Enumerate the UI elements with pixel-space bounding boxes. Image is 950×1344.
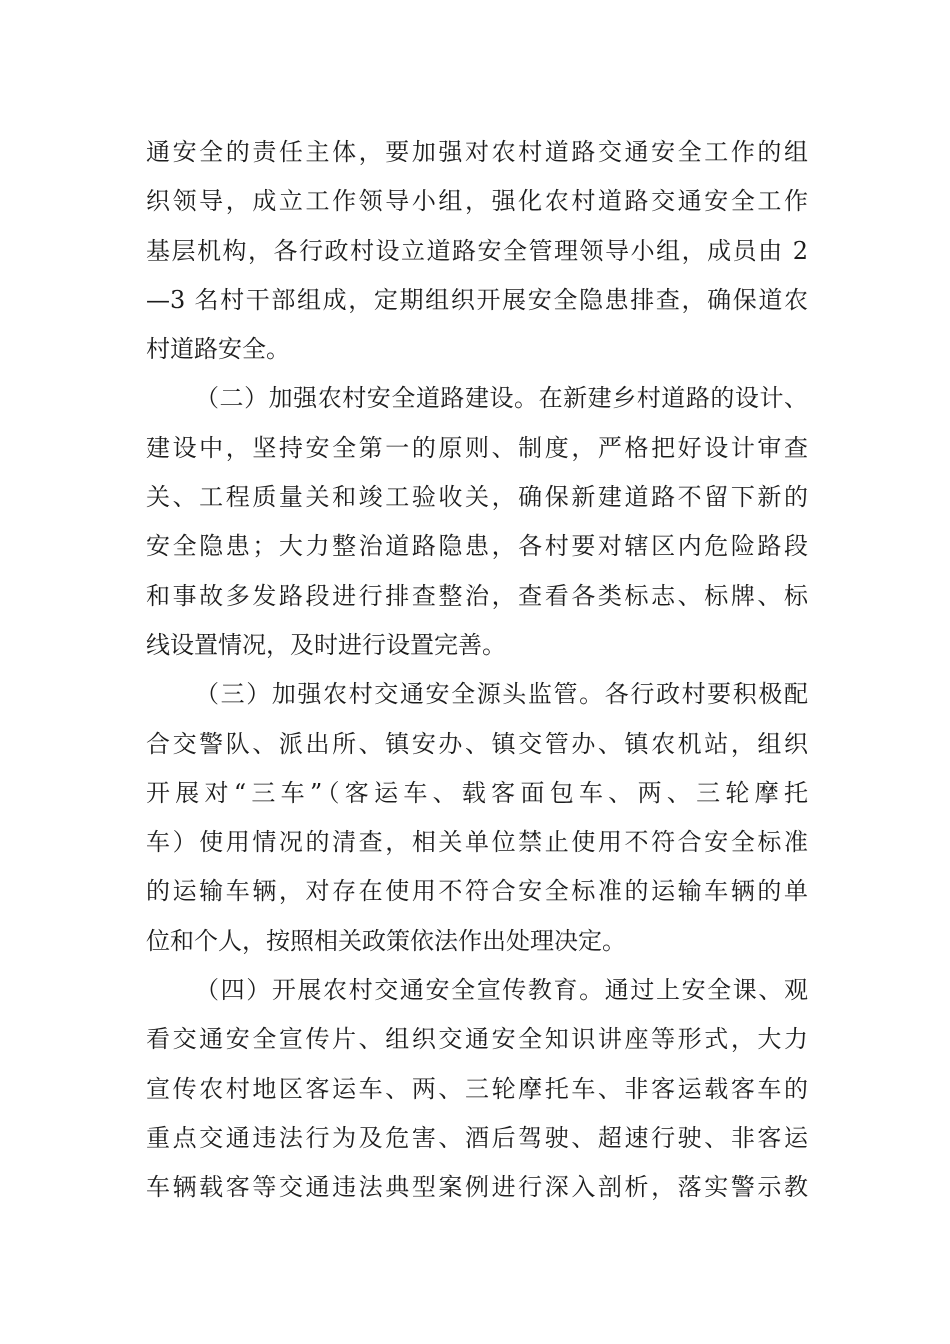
text-line: 村道路安全。 bbox=[146, 335, 290, 364]
text-line: 关、工程质量关和竣工验收关，确保新建道路不留下新的 bbox=[146, 483, 808, 512]
text-line: 宣传农村地区客运车、两、三轮摩托车、非客运载客车的 bbox=[146, 1074, 808, 1103]
paragraph-first-line: （三）加强农村交通安全源头监管。各行政村要积极配 bbox=[195, 680, 808, 709]
text-line: 织领导，成立工作领导小组，强化农村道路交通安全工作 bbox=[146, 187, 808, 216]
text-line: —3 名村干部组成，定期组织开展安全隐患排查，确保道农 bbox=[146, 285, 808, 314]
text-line: 线设置情况，及时进行设置完善。 bbox=[146, 630, 506, 659]
text-line: 和事故多发路段进行排查整治，查看各类标志、标牌、标 bbox=[146, 581, 808, 610]
text-line: 基层机构，各行政村设立道路安全管理领导小组，成员由 2 bbox=[146, 236, 808, 265]
text-line: 合交警队、派出所、镇安办、镇交管办、镇农机站，组织 bbox=[146, 729, 808, 758]
text-line: 重点交通违法行为及危害、酒后驾驶、超速行驶、非客运 bbox=[146, 1123, 808, 1152]
text-line: 建设中，坚持安全第一的原则、制度，严格把好设计审查 bbox=[146, 433, 808, 462]
text-line: 看交通安全宣传片、组织交通安全知识讲座等形式，大力 bbox=[146, 1025, 808, 1054]
text-line: 通安全的责任主体，要加强对农村道路交通安全工作的组 bbox=[146, 138, 808, 166]
text-line: 位和个人，按照相关政策依法作出处理决定。 bbox=[146, 926, 626, 955]
paragraph-first-line: （二）加强农村安全道路建设。在新建乡村道路的设计、 bbox=[195, 384, 808, 413]
text-line: 安全隐患；大力整治道路隐患，各村要对辖区内危险路段 bbox=[146, 532, 808, 561]
text-line: 的运输车辆，对存在使用不符合安全标准的运输车辆的单 bbox=[146, 877, 808, 906]
text-line: 车）使用情况的清查，相关单位禁止使用不符合安全标准 bbox=[146, 828, 808, 857]
paragraph-first-line: （四）开展农村交通安全宣传教育。通过上安全课、观 bbox=[195, 976, 808, 1005]
document-body bbox=[146, 128, 808, 1213]
text-line: 开展对“三车”（客运车、载客面包车、两、三轮摩托 bbox=[146, 778, 808, 807]
text-line: 车辆载客等交通违法典型案例进行深入剖析，落实警示教 bbox=[146, 1173, 808, 1202]
